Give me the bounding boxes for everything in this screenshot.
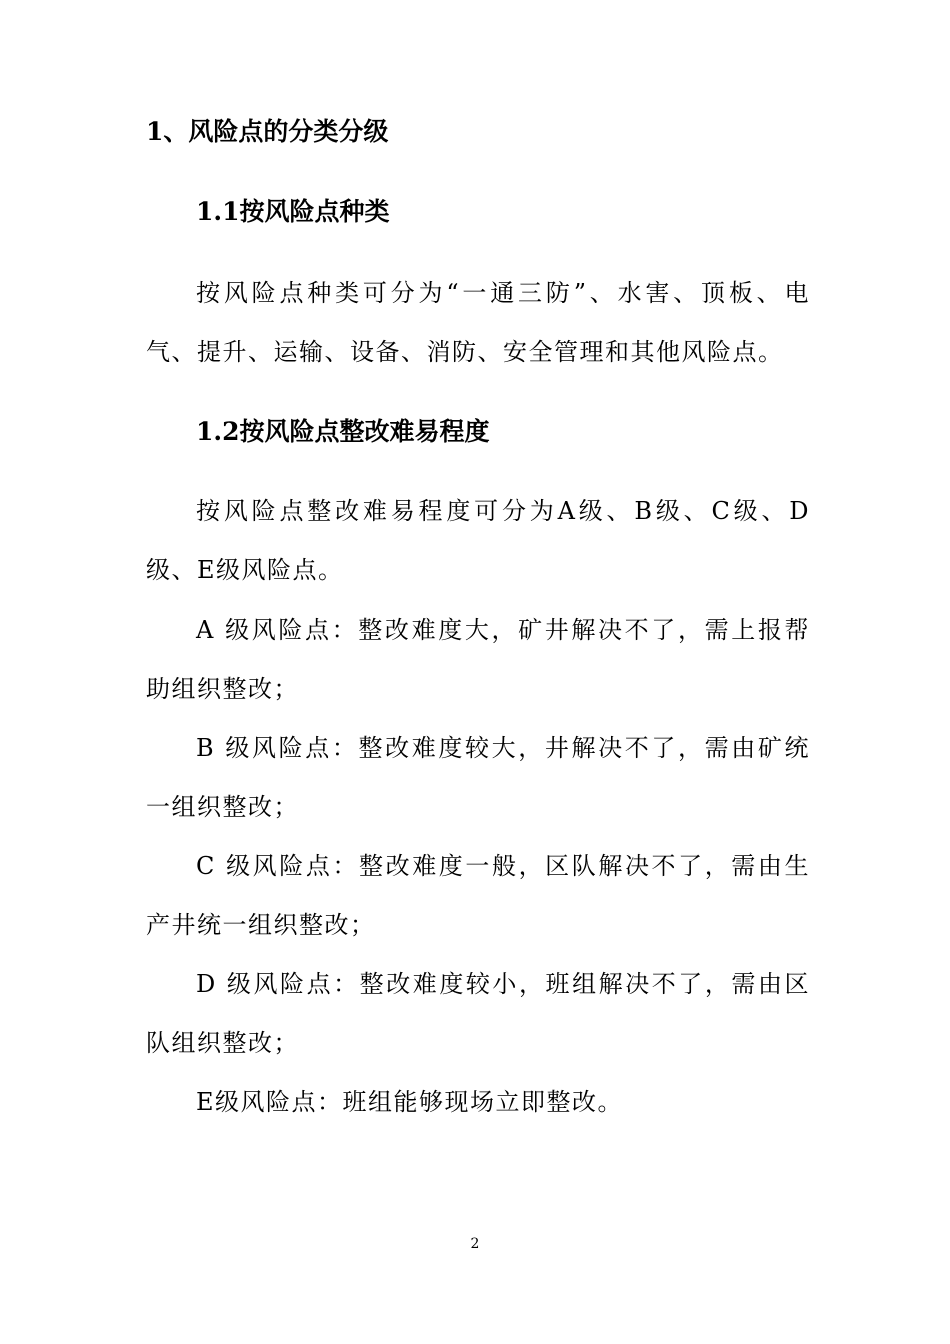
paragraph-by-type: 按风险点种类可分为“一通三防”、水害、顶板、电气、提升、运输、设备、消防、安全管理和其他风险点。 bbox=[146, 279, 810, 366]
heading-risk-classification: 1、风险点的分类分级 bbox=[146, 117, 389, 146]
page-number: 2 bbox=[470, 1236, 480, 1252]
level-d-description: D 级风险点：整改难度较小，班组解决不了，需由区队组织整改； bbox=[146, 970, 810, 1057]
level-b-description: B 级风险点：整改难度较大，井解决不了，需由矿统一组织整改； bbox=[146, 734, 810, 821]
level-c-description: C 级风险点：整改难度一般，区队解决不了，需由生产井统一组织整改； bbox=[146, 852, 810, 939]
heading-by-difficulty: 1.2按风险点整改难易程度 bbox=[196, 417, 490, 446]
paragraph-by-difficulty: 按风险点整改难易程度可分为A级、B级、C级、D级、E级风险点。 bbox=[146, 497, 810, 584]
heading-by-type: 1.1按风险点种类 bbox=[196, 197, 390, 226]
level-a-description: A 级风险点：整改难度大，矿井解决不了，需上报帮助组织整改； bbox=[146, 616, 810, 703]
level-e-description: E级风险点：班组能够现场立即整改。 bbox=[196, 1088, 624, 1116]
